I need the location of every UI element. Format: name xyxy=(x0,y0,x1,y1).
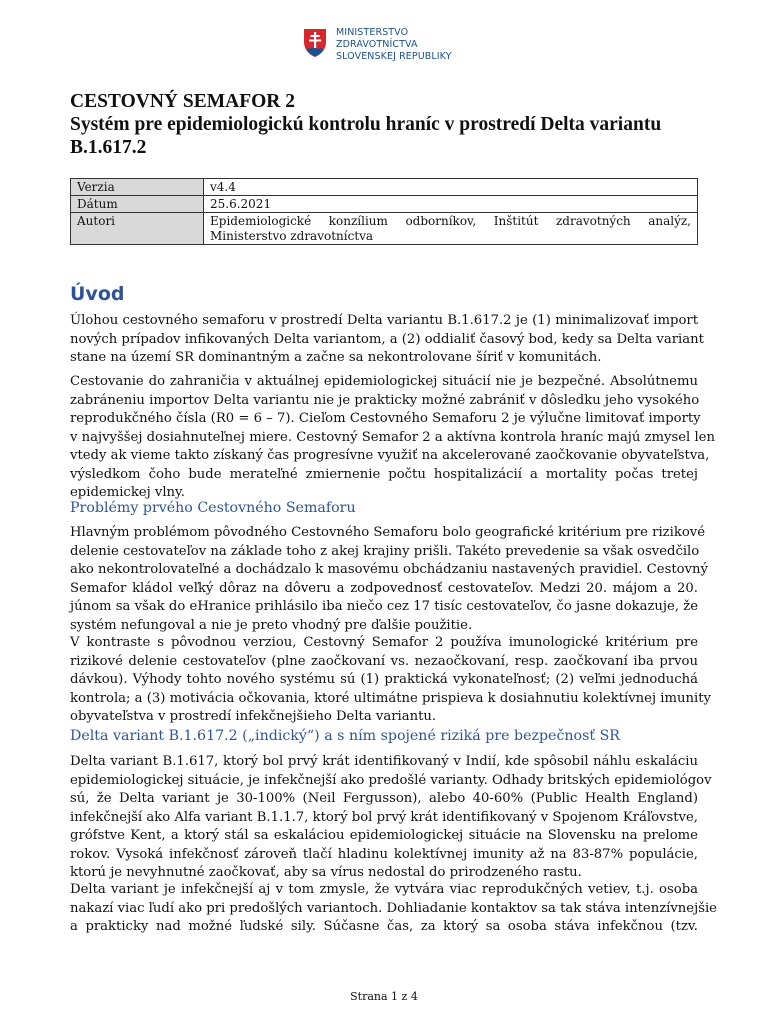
logo-line-republic: SLOVENSKEJ REPUBLIKY xyxy=(336,51,452,62)
text-line: ako nekontrolovateľné a dochádzalo k masovému obchádzaniu nastavených pravidiel. Cestovný xyxy=(70,562,708,577)
text-line: V kontraste s pôvodnou verziou, Cestovný Semafor 2 používa imunologické kritérium pre xyxy=(70,635,698,650)
authors-label: Autori xyxy=(71,213,204,245)
title-line-2: Systém pre epidemiologickú kontrolu hraníc v prostredí Delta variantu xyxy=(70,114,662,135)
text-line: epidemickej vlny. xyxy=(70,485,185,500)
text-line: systém nefungoval a nie je preto vhodný pre ďalšie použitie. xyxy=(70,617,473,633)
text-line: vtedy ak vieme takto získaný čas progresívne využiť na akcelerované zaočkovanie obyvateľstva, xyxy=(70,448,710,463)
text-line: nových prípadov infikovaných Delta variantom, a (2) oddialiť časový bod, kedy sa Delta variant xyxy=(70,331,704,347)
title-line-1: CESTOVNÝ SEMAFOR 2 xyxy=(70,91,296,112)
ministry-logo xyxy=(303,27,452,63)
text-line: v najvyššej dosiahnuteľnej miere. Cestovný Semafor 2 a aktívna kontrola hraníc majú zmysel len xyxy=(70,429,715,445)
text-line: reprodukčného čísla (R0 = 6 – 7). Cieľom Cestovného Semaforu 2 je výlučne limitovať importy xyxy=(70,411,701,426)
version-label: Verzia xyxy=(71,179,204,196)
text-line: obyvateľstva v prostredí infekčnejšieho Delta variantu. xyxy=(70,709,437,724)
section-heading-intro: Úvod xyxy=(70,283,125,305)
text-line: Hlavným problémom pôvodného Cestovného Semaforu bolo geografické kritérium pre rizikové xyxy=(70,525,706,540)
text-line: zabráneniu importov Delta variantu nie je prakticky možné zabrániť v dôsledku jeho vysokého xyxy=(70,392,700,408)
paragraph-problems-2 xyxy=(70,634,711,727)
text-line: Úlohou cestovného semaforu v prostredí Delta variantu B.1.617.2 je (1) minimalizovať import xyxy=(70,313,698,328)
document-info-table xyxy=(70,178,698,245)
paragraph-delta-2 xyxy=(70,881,717,937)
text-line: ktorú je nevyhnutné zaočkovať, aby sa vírus nedostal do prirodzeného rastu. xyxy=(70,865,582,880)
text-line: epidemiologickej situácie, je infekčnejší ako predošlé varianty. Odhady britských epidemiológov xyxy=(70,772,712,788)
logo-line-health: ZDRAVOTNÍCTVA xyxy=(336,39,418,50)
table-row xyxy=(71,196,698,213)
paragraph-delta-1 xyxy=(70,753,712,883)
text-line: delenie cestovateľov na základe toho z akej krajiny prišli. Takéto prevedenie sa však osvedčilo xyxy=(70,543,700,559)
text-line: výsledkom čoho bude merateľné zmiernenie počtu hospitalizácií a mortality počas tretej xyxy=(70,466,698,482)
table-row xyxy=(71,213,698,245)
paragraph-intro-2 xyxy=(70,373,715,503)
paragraph-intro-1 xyxy=(70,312,704,368)
document-title xyxy=(70,90,710,159)
text-line: rizikové delenie cestovateľov (plne zaočkovaní vs. nezaočkovaní, resp. zaočkovaní iba prvou xyxy=(70,653,698,669)
text-line: dávkou). Výhody tohto nového systému sú (1) praktická vykonateľnosť; (2) veľmi jednoduchá xyxy=(70,672,698,687)
text-line: nakazí viac ľudí ako pri predošlých variantoch. Dohliadanie kontaktov sa tak stáva intenzívnejšie xyxy=(70,900,717,916)
text-line: sú, že Delta variant je 30-100% (Neil Fergusson), alebo 40-60% (Public Health England) xyxy=(70,791,698,806)
text-line: a prakticky nad možné ľudské sily. Súčasne čas, za ktorý sa osoba stáva infekčnou (tzv. xyxy=(70,919,698,934)
section-heading-problems: Problémy prvého Cestovného Semaforu xyxy=(70,500,356,516)
text-line: kontrola; a (3) motivácia očkovania, ktoré ultimátne prispieva k dosiahnutiu kolektívnej imunity xyxy=(70,690,711,706)
text-line: júnom sa však do eHranice prihlásilo iba niečo cez 17 tisíc cestovateľov, čo jasne dokazuje, že xyxy=(70,599,698,614)
table-row xyxy=(71,179,698,196)
authors-value: Epidemiologické konzílium odborníkov, Inštitút zdravotných analýz, Ministerstvo zdravotníctva xyxy=(204,213,698,245)
version-value: v4.4 xyxy=(204,179,698,196)
text-line: Cestovanie do zahraničia v aktuálnej epidemiologickej situácií nie je bezpečné. Absolútnemu xyxy=(70,374,698,389)
date-label: Dátum xyxy=(71,196,204,213)
paragraph-problems-1 xyxy=(70,524,708,635)
text-line: infekčnejší ako Alfa variant B.1.1.7, ktorý bol prvý krát identifikovaný v Spojenom Kráľovstve, xyxy=(70,809,698,825)
text-line: stane na území SR dominantným a začne sa nekontrolovane šíriť v komunitách. xyxy=(70,350,602,365)
text-line: Delta variant B.1.617, ktorý bol prvý krát identifikovaný v Indií, kde spôsobil náhlu eskaláciu xyxy=(70,754,698,769)
page-number: Strana 1 z 4 xyxy=(350,990,418,1003)
text-line: rokov. Vysoká infekčnosť zároveň tlačí hladinu kolektívnej imunity až na 83-87% populácie, xyxy=(70,846,698,862)
section-heading-delta: Delta variant B.1.617.2 („indický“) a s ním spojené riziká pre bezpečnosť SR xyxy=(70,728,620,744)
text-line: Semafor kládol veľký dôraz na dôveru a zodpovednosť cestovateľov. Medzi 20. májom a 20. xyxy=(70,580,698,596)
logo-line-ministry: MINISTERSTVO xyxy=(336,27,409,38)
title-line-3: B.1.617.2 xyxy=(70,137,147,158)
text-line: grófstve Kent, a ktorý stál sa eskaláciou epidemiologickej situácie na Slovensku na prelome xyxy=(70,828,698,843)
slovak-coat-of-arms-icon xyxy=(303,28,327,58)
text-line: Delta variant je infekčnejší aj v tom zmysle, že vytvára viac reprodukčných vetiev, t.j. osoba xyxy=(70,882,698,897)
date-value: 25.6.2021 xyxy=(204,196,698,213)
